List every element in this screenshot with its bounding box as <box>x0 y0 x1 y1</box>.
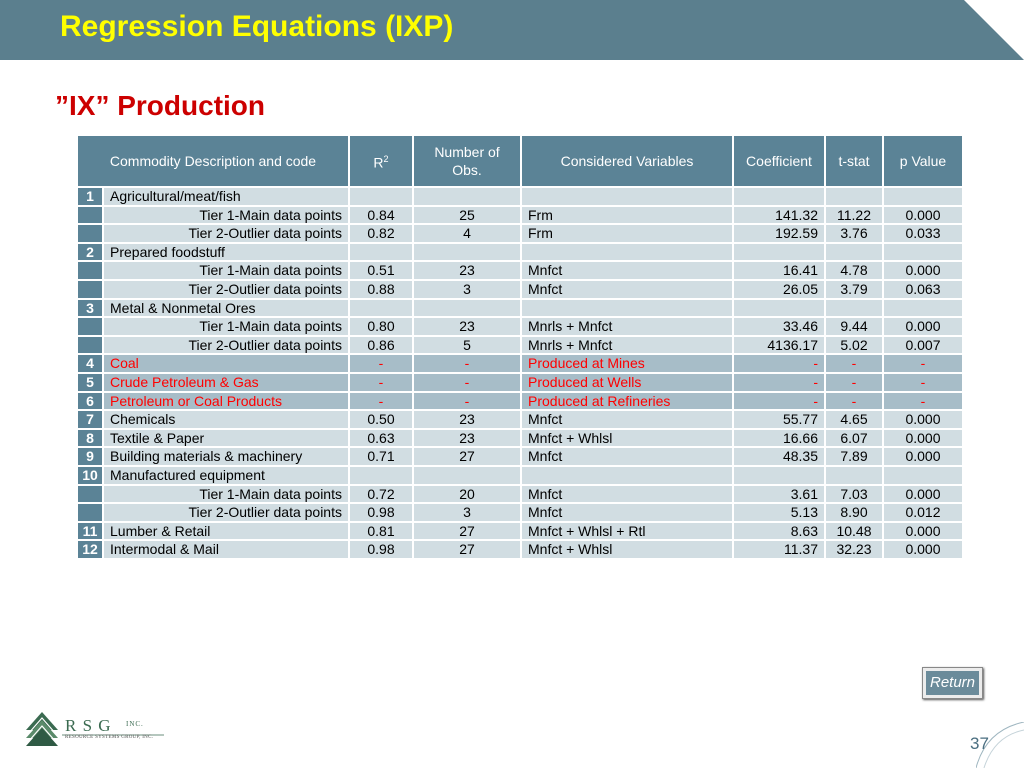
row-variables <box>521 187 733 206</box>
table-row <box>77 522 963 541</box>
row-obs: - <box>413 373 521 392</box>
row-number: 11 <box>77 522 103 541</box>
row-pvalue: 0.000 <box>883 429 963 448</box>
row-pvalue: 0.033 <box>883 224 963 243</box>
row-number: 8 <box>77 429 103 448</box>
row-variables: Mnrls + Mnfct <box>521 336 733 355</box>
row-tstat: - <box>825 354 883 373</box>
row-description: Tier 1-Main data points <box>103 261 349 280</box>
title-bar <box>0 0 1024 60</box>
row-tstat: 7.89 <box>825 447 883 466</box>
header-tstat: t-stat <box>825 135 883 187</box>
row-tstat <box>825 187 883 206</box>
row-r2: 0.84 <box>349 206 413 225</box>
row-variables <box>521 299 733 318</box>
row-obs: - <box>413 354 521 373</box>
row-description: Tier 2-Outlier data points <box>103 336 349 355</box>
regression-table <box>76 134 964 560</box>
row-tstat: 4.65 <box>825 410 883 429</box>
row-obs: 27 <box>413 540 521 559</box>
row-description: Crude Petroleum & Gas <box>103 373 349 392</box>
row-coefficient: 5.13 <box>733 503 825 522</box>
row-r2: 0.98 <box>349 503 413 522</box>
row-coefficient: 16.66 <box>733 429 825 448</box>
row-obs: 3 <box>413 503 521 522</box>
row-obs: 23 <box>413 410 521 429</box>
row-r2: 0.81 <box>349 522 413 541</box>
row-tstat: 11.22 <box>825 206 883 225</box>
row-obs: 25 <box>413 206 521 225</box>
row-tstat: 7.03 <box>825 485 883 504</box>
table-row <box>77 354 963 373</box>
row-r2: 0.71 <box>349 447 413 466</box>
table-row <box>77 261 963 280</box>
row-pvalue <box>883 187 963 206</box>
row-pvalue: - <box>883 373 963 392</box>
row-pvalue: 0.000 <box>883 522 963 541</box>
row-coefficient: - <box>733 392 825 411</box>
row-tstat <box>825 243 883 262</box>
row-obs <box>413 187 521 206</box>
row-coefficient: - <box>733 373 825 392</box>
row-pvalue: 0.000 <box>883 206 963 225</box>
row-variables: Frm <box>521 206 733 225</box>
row-tstat: 5.02 <box>825 336 883 355</box>
row-obs: 27 <box>413 447 521 466</box>
row-r2: - <box>349 373 413 392</box>
row-pvalue <box>883 299 963 318</box>
row-variables <box>521 243 733 262</box>
row-tstat: 3.76 <box>825 224 883 243</box>
row-number: 7 <box>77 410 103 429</box>
row-pvalue: 0.000 <box>883 410 963 429</box>
row-obs: 20 <box>413 485 521 504</box>
row-r2: - <box>349 354 413 373</box>
row-description: Tier 1-Main data points <box>103 206 349 225</box>
row-number <box>77 336 103 355</box>
row-pvalue <box>883 243 963 262</box>
table-row <box>77 187 963 206</box>
header-pval: p Value <box>883 135 963 187</box>
row-description: Tier 2-Outlier data points <box>103 280 349 299</box>
row-description: Chemicals <box>103 410 349 429</box>
row-number: 9 <box>77 447 103 466</box>
row-pvalue: 0.000 <box>883 261 963 280</box>
header-obs: Number of Obs. <box>413 135 521 187</box>
row-r2: 0.88 <box>349 280 413 299</box>
row-pvalue: 0.000 <box>883 540 963 559</box>
row-description: Building materials & machinery <box>103 447 349 466</box>
table-row <box>77 336 963 355</box>
row-tstat <box>825 466 883 485</box>
table-row <box>77 280 963 299</box>
row-number <box>77 206 103 225</box>
row-number: 12 <box>77 540 103 559</box>
row-variables: Mnfct + Whlsl + Rtl <box>521 522 733 541</box>
row-variables: Mnfct <box>521 410 733 429</box>
row-obs: - <box>413 392 521 411</box>
table-row <box>77 243 963 262</box>
slide-title: Regression Equations (IXP) <box>60 10 454 43</box>
row-coefficient: 192.59 <box>733 224 825 243</box>
row-number <box>77 485 103 504</box>
row-coefficient: 11.37 <box>733 540 825 559</box>
table-row <box>77 392 963 411</box>
row-number <box>77 224 103 243</box>
table-header-row <box>77 135 963 187</box>
row-tstat: 10.48 <box>825 522 883 541</box>
row-obs <box>413 243 521 262</box>
row-number: 4 <box>77 354 103 373</box>
row-number: 2 <box>77 243 103 262</box>
row-r2: 0.63 <box>349 429 413 448</box>
row-tstat: 32.23 <box>825 540 883 559</box>
row-r2: 0.72 <box>349 485 413 504</box>
row-obs: 4 <box>413 224 521 243</box>
table-row <box>77 485 963 504</box>
table-row <box>77 447 963 466</box>
row-r2: - <box>349 392 413 411</box>
row-coefficient <box>733 187 825 206</box>
header-r2: $R^2$ <box>349 135 413 187</box>
row-number: 5 <box>77 373 103 392</box>
row-description: Tier 2-Outlier data points <box>103 503 349 522</box>
row-coefficient <box>733 299 825 318</box>
row-pvalue: 0.012 <box>883 503 963 522</box>
row-description: Tier 1-Main data points <box>103 485 349 504</box>
row-obs: 23 <box>413 317 521 336</box>
row-variables: Produced at Refineries <box>521 392 733 411</box>
row-tstat: 4.78 <box>825 261 883 280</box>
header-vars: Considered Variables <box>521 135 733 187</box>
row-tstat: 9.44 <box>825 317 883 336</box>
row-pvalue: 0.000 <box>883 317 963 336</box>
row-coefficient <box>733 243 825 262</box>
row-obs: 3 <box>413 280 521 299</box>
row-coefficient: 55.77 <box>733 410 825 429</box>
row-description: Prepared foodstuff <box>103 243 349 262</box>
row-variables: Produced at Wells <box>521 373 733 392</box>
row-number: 10 <box>77 466 103 485</box>
row-description: Intermodal & Mail <box>103 540 349 559</box>
row-number <box>77 317 103 336</box>
row-number: 3 <box>77 299 103 318</box>
row-description: Manufactured equipment <box>103 466 349 485</box>
page-number: 37 <box>970 734 989 753</box>
row-number <box>77 280 103 299</box>
row-description: Lumber & Retail <box>103 522 349 541</box>
row-number: 6 <box>77 392 103 411</box>
row-variables: Produced at Mines <box>521 354 733 373</box>
row-description: Tier 2-Outlier data points <box>103 224 349 243</box>
row-obs: 23 <box>413 429 521 448</box>
return-label: Return <box>926 671 979 695</box>
row-pvalue: 0.007 <box>883 336 963 355</box>
row-obs <box>413 299 521 318</box>
row-coefficient: 141.32 <box>733 206 825 225</box>
table-row <box>77 410 963 429</box>
header-coef: Coefficient <box>733 135 825 187</box>
row-coefficient <box>733 466 825 485</box>
row-tstat: 3.79 <box>825 280 883 299</box>
row-r2 <box>349 299 413 318</box>
row-obs: 5 <box>413 336 521 355</box>
row-description: Petroleum or Coal Products <box>103 392 349 411</box>
row-description: Metal & Nonmetal Ores <box>103 299 349 318</box>
row-tstat <box>825 299 883 318</box>
row-variables <box>521 466 733 485</box>
row-coefficient: 48.35 <box>733 447 825 466</box>
row-tstat: 8.90 <box>825 503 883 522</box>
table-row <box>77 429 963 448</box>
header-commodity: Commodity Description and code <box>77 135 349 187</box>
table-row <box>77 224 963 243</box>
table-row <box>77 206 963 225</box>
row-tstat: - <box>825 373 883 392</box>
table-row <box>77 466 963 485</box>
row-pvalue <box>883 466 963 485</box>
row-r2 <box>349 466 413 485</box>
row-obs: 27 <box>413 522 521 541</box>
row-description: Tier 1-Main data points <box>103 317 349 336</box>
table-row <box>77 373 963 392</box>
row-r2: 0.86 <box>349 336 413 355</box>
row-number <box>77 503 103 522</box>
row-r2: 0.82 <box>349 224 413 243</box>
row-coefficient: 16.41 <box>733 261 825 280</box>
row-variables: Mnfct <box>521 485 733 504</box>
row-number: 1 <box>77 187 103 206</box>
row-variables: Mnrls + Mnfct <box>521 317 733 336</box>
slide-subtitle: ”IX” Production <box>55 90 265 121</box>
row-description: Coal <box>103 354 349 373</box>
row-pvalue: - <box>883 354 963 373</box>
row-r2: 0.50 <box>349 410 413 429</box>
row-r2 <box>349 187 413 206</box>
row-coefficient: 26.05 <box>733 280 825 299</box>
row-pvalue: - <box>883 392 963 411</box>
row-r2: 0.80 <box>349 317 413 336</box>
logo-inc: INC. <box>126 720 144 728</box>
row-pvalue: 0.000 <box>883 447 963 466</box>
row-number <box>77 261 103 280</box>
row-variables: Mnfct + Whlsl <box>521 540 733 559</box>
row-r2 <box>349 243 413 262</box>
row-pvalue: 0.000 <box>883 485 963 504</box>
row-r2: 0.98 <box>349 540 413 559</box>
row-obs <box>413 466 521 485</box>
table-row <box>77 503 963 522</box>
row-variables: Mnfct <box>521 261 733 280</box>
table-row <box>77 317 963 336</box>
row-variables: Mnfct <box>521 503 733 522</box>
row-coefficient: 4136.17 <box>733 336 825 355</box>
table-row <box>77 540 963 559</box>
row-coefficient: - <box>733 354 825 373</box>
title-bar-corner <box>964 0 1024 60</box>
logo-tagline: RESOURCE SYSTEMS GROUP, INC. <box>65 735 154 740</box>
row-coefficient: 8.63 <box>733 522 825 541</box>
row-variables: Frm <box>521 224 733 243</box>
row-pvalue: 0.063 <box>883 280 963 299</box>
row-tstat: - <box>825 392 883 411</box>
logo-text: R S G <box>65 716 112 735</box>
row-coefficient: 3.61 <box>733 485 825 504</box>
row-variables: Mnfct <box>521 280 733 299</box>
row-coefficient: 33.46 <box>733 317 825 336</box>
row-variables: Mnfct + Whlsl <box>521 429 733 448</box>
table-row <box>77 299 963 318</box>
row-obs: 23 <box>413 261 521 280</box>
return-button[interactable] <box>922 667 983 699</box>
row-tstat: 6.07 <box>825 429 883 448</box>
row-description: Textile & Paper <box>103 429 349 448</box>
row-variables: Mnfct <box>521 447 733 466</box>
row-r2: 0.51 <box>349 261 413 280</box>
row-description: Agricultural/meat/fish <box>103 187 349 206</box>
